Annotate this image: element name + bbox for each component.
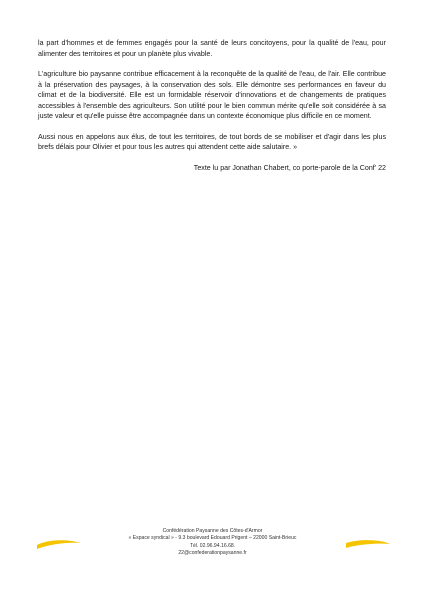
document-body: [38, 38, 386, 180]
signature: Texte lu par Jonathan Chabert, co porte-parole de la Conf' 22: [193, 163, 386, 172]
footer-address: « Espace syndical » - 9.3 boulevard Edouard Prigent – 22000 Saint-Brieuc: [128, 535, 297, 542]
footer: [0, 528, 425, 558]
paragraph-1: la part d'hommes et de femmes engagés pour la santé de leurs concitoyens, pour la qualité de l'eau, pour alimenter des territoires et pour un planète plus vivable.: [38, 39, 386, 58]
footer-email-link[interactable]: 22@confederationpaysanne.fr: [178, 550, 247, 557]
paragraph-2: L'agriculture bio paysanne contribue efficacement à la reconquête de la qualité de l'eau, de l'air. Elle contribue à la préservation des paysages, à la conservation des sols. Elle démontre ses performances en faveur du climat et de la biodiversité. Elle est un formidable réservoir d'innovations et de changements de pratiques accessibles à l'ensemble des agriculteurs. Son utilité pour le bien commun mérite qu'elle soit considérée à sa juste valeur et qu'elle puisse être accompagnée dans un contexte économique plus difficile en ce moment.: [38, 70, 386, 120]
paragraph-3: Aussi nous en appelons aux élus, de tout les territoires, de tout bords de se mobiliser et d'agir dans les plus brefs délais pour Olivier et pour tous les autres qui attendent cette aide salutaire. »: [38, 132, 386, 151]
footer-org: Confédération Paysanne des Côtes-d'Armor: [162, 528, 263, 534]
footer-phone: Tél. 02.96.94.16.68.: [189, 542, 236, 549]
